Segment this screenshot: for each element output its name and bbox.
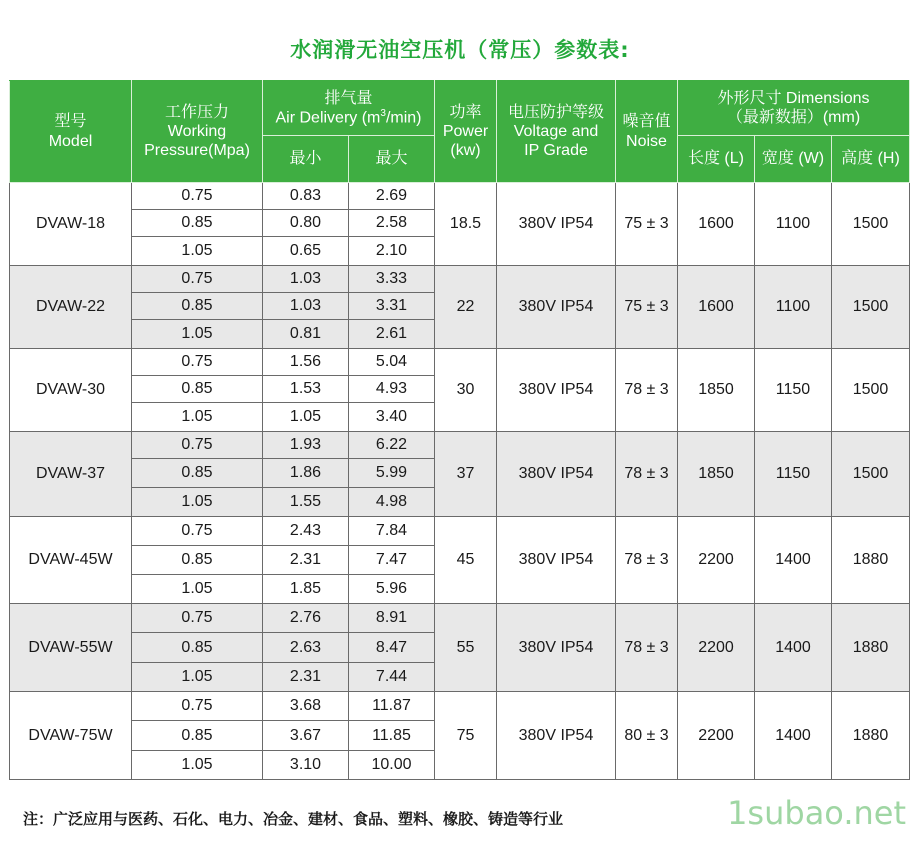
power-cell: 37 <box>435 432 497 517</box>
delivery-min-cell: 0.65 <box>263 237 349 266</box>
delivery-min-cell: 1.85 <box>263 575 349 604</box>
height-cell: 1500 <box>832 349 910 432</box>
delivery-max-cell: 4.93 <box>349 376 435 403</box>
delivery-max-cell: 3.33 <box>349 266 435 293</box>
model-cell: DVAW-45W <box>10 517 132 604</box>
pressure-cell: 0.75 <box>132 517 263 546</box>
pressure-cell: 0.75 <box>132 692 263 721</box>
delivery-max-cell: 7.84 <box>349 517 435 546</box>
delivery-min-cell: 2.76 <box>263 604 349 633</box>
delivery-min-cell: 3.68 <box>263 692 349 721</box>
pressure-cell: 0.75 <box>132 183 263 210</box>
delivery-min-cell: 1.55 <box>263 488 349 517</box>
delivery-min-cell: 1.03 <box>263 266 349 293</box>
table-row <box>10 432 910 459</box>
header-power: 功率 Power (kw) <box>435 81 497 183</box>
delivery-max-cell: 3.40 <box>349 403 435 432</box>
length-cell: 1600 <box>678 266 755 349</box>
length-cell: 1600 <box>678 183 755 266</box>
voltage-cell: 380V IP54 <box>497 349 616 432</box>
delivery-max-cell: 3.31 <box>349 293 435 320</box>
width-cell: 1400 <box>755 692 832 780</box>
pressure-cell: 0.85 <box>132 633 263 663</box>
delivery-max-cell: 5.99 <box>349 459 435 488</box>
width-cell: 1100 <box>755 183 832 266</box>
delivery-max-cell: 2.58 <box>349 210 435 237</box>
pressure-cell: 0.75 <box>132 604 263 633</box>
noise-cell: 78 ± 3 <box>616 349 678 432</box>
spec-table <box>9 80 910 780</box>
width-cell: 1400 <box>755 517 832 604</box>
watermark: 1subao.net <box>727 794 906 832</box>
pressure-cell: 0.85 <box>132 210 263 237</box>
height-cell: 1880 <box>832 692 910 780</box>
spec-table-body <box>10 183 910 780</box>
voltage-cell: 380V IP54 <box>497 432 616 517</box>
table-row <box>10 266 910 293</box>
header-min: 最小 <box>263 136 349 183</box>
pressure-cell: 1.05 <box>132 403 263 432</box>
noise-cell: 75 ± 3 <box>616 183 678 266</box>
table-row <box>10 183 910 210</box>
table-row <box>10 604 910 633</box>
delivery-min-cell: 1.53 <box>263 376 349 403</box>
voltage-cell: 380V IP54 <box>497 183 616 266</box>
table-row <box>10 349 910 376</box>
pressure-cell: 0.75 <box>132 349 263 376</box>
pressure-cell: 0.85 <box>132 546 263 575</box>
delivery-min-cell: 2.31 <box>263 546 349 575</box>
length-cell: 1850 <box>678 349 755 432</box>
delivery-min-cell: 3.10 <box>263 751 349 780</box>
width-cell: 1100 <box>755 266 832 349</box>
pressure-cell: 1.05 <box>132 663 263 692</box>
delivery-max-cell: 11.87 <box>349 692 435 721</box>
header-dimensions: 外形尺寸 Dimensions （最新数据）(mm) <box>678 81 910 136</box>
delivery-max-cell: 5.04 <box>349 349 435 376</box>
voltage-cell: 380V IP54 <box>497 604 616 692</box>
header-length: 长度 (L) <box>678 136 755 183</box>
model-cell: DVAW-22 <box>10 266 132 349</box>
pressure-cell: 0.85 <box>132 293 263 320</box>
noise-cell: 78 ± 3 <box>616 432 678 517</box>
power-cell: 55 <box>435 604 497 692</box>
delivery-max-cell: 2.69 <box>349 183 435 210</box>
delivery-max-cell: 7.47 <box>349 546 435 575</box>
pressure-cell: 1.05 <box>132 575 263 604</box>
width-cell: 1400 <box>755 604 832 692</box>
table-row <box>10 517 910 546</box>
width-cell: 1150 <box>755 349 832 432</box>
height-cell: 1880 <box>832 517 910 604</box>
footnote: 注：广泛应用与医药、石化、电力、冶金、建材、食品、塑料、橡胶、铸造等行业 <box>23 810 564 828</box>
height-cell: 1880 <box>832 604 910 692</box>
model-cell: DVAW-30 <box>10 349 132 432</box>
delivery-max-cell: 11.85 <box>349 721 435 751</box>
delivery-min-cell: 2.43 <box>263 517 349 546</box>
pressure-cell: 0.75 <box>132 266 263 293</box>
length-cell: 2200 <box>678 692 755 780</box>
header-voltage: 电压防护等级 Voltage and IP Grade <box>497 81 616 183</box>
header-model: 型号 Model <box>10 81 132 183</box>
length-cell: 1850 <box>678 432 755 517</box>
pressure-cell: 1.05 <box>132 488 263 517</box>
power-cell: 75 <box>435 692 497 780</box>
width-cell: 1150 <box>755 432 832 517</box>
height-cell: 1500 <box>832 183 910 266</box>
length-cell: 2200 <box>678 517 755 604</box>
delivery-min-cell: 0.81 <box>263 320 349 349</box>
header-delivery: 排气量 Air Delivery $(m^3/\min)$ <box>263 81 435 136</box>
delivery-max-cell: 6.22 <box>349 432 435 459</box>
delivery-min-cell: 2.31 <box>263 663 349 692</box>
noise-cell: 78 ± 3 <box>616 517 678 604</box>
power-cell: 18.5 <box>435 183 497 266</box>
pressure-cell: 0.85 <box>132 376 263 403</box>
delivery-max-cell: 10.00 <box>349 751 435 780</box>
delivery-min-cell: 0.83 <box>263 183 349 210</box>
delivery-max-cell: 7.44 <box>349 663 435 692</box>
voltage-cell: 380V IP54 <box>497 517 616 604</box>
header-noise: 噪音值 Noise <box>616 81 678 183</box>
model-cell: DVAW-37 <box>10 432 132 517</box>
page-title: 水润滑无油空压机（常压）参数表: <box>290 38 630 62</box>
power-cell: 22 <box>435 266 497 349</box>
delivery-max-cell: 8.47 <box>349 633 435 663</box>
pressure-cell: 1.05 <box>132 751 263 780</box>
model-cell: DVAW-18 <box>10 183 132 266</box>
delivery-min-cell: 1.56 <box>263 349 349 376</box>
delivery-min-cell: 0.80 <box>263 210 349 237</box>
noise-cell: 80 ± 3 <box>616 692 678 780</box>
pressure-cell: 1.05 <box>132 320 263 349</box>
pressure-cell: 0.85 <box>132 459 263 488</box>
power-cell: 45 <box>435 517 497 604</box>
delivery-max-cell: 4.98 <box>349 488 435 517</box>
voltage-cell: 380V IP54 <box>497 266 616 349</box>
header-width: 宽度 (W) <box>755 136 832 183</box>
delivery-min-cell: 3.67 <box>263 721 349 751</box>
length-cell: 2200 <box>678 604 755 692</box>
delivery-min-cell: 1.05 <box>263 403 349 432</box>
pressure-cell: 1.05 <box>132 237 263 266</box>
pressure-cell: 0.85 <box>132 721 263 751</box>
table-row <box>10 692 910 721</box>
delivery-max-cell: 5.96 <box>349 575 435 604</box>
header-max: 最大 <box>349 136 435 183</box>
height-cell: 1500 <box>832 266 910 349</box>
voltage-cell: 380V IP54 <box>497 692 616 780</box>
height-cell: 1500 <box>832 432 910 517</box>
delivery-min-cell: 1.93 <box>263 432 349 459</box>
delivery-min-cell: 2.63 <box>263 633 349 663</box>
noise-cell: 78 ± 3 <box>616 604 678 692</box>
delivery-max-cell: 2.61 <box>349 320 435 349</box>
header-height: 高度 (H) <box>832 136 910 183</box>
pressure-cell: 0.75 <box>132 432 263 459</box>
noise-cell: 75 ± 3 <box>616 266 678 349</box>
delivery-max-cell: 2.10 <box>349 237 435 266</box>
model-cell: DVAW-75W <box>10 692 132 780</box>
model-cell: DVAW-55W <box>10 604 132 692</box>
header-pressure: 工作压力 Working Pressure(Mpa) <box>132 81 263 183</box>
delivery-min-cell: 1.86 <box>263 459 349 488</box>
power-cell: 30 <box>435 349 497 432</box>
delivery-min-cell: 1.03 <box>263 293 349 320</box>
delivery-max-cell: 8.91 <box>349 604 435 633</box>
